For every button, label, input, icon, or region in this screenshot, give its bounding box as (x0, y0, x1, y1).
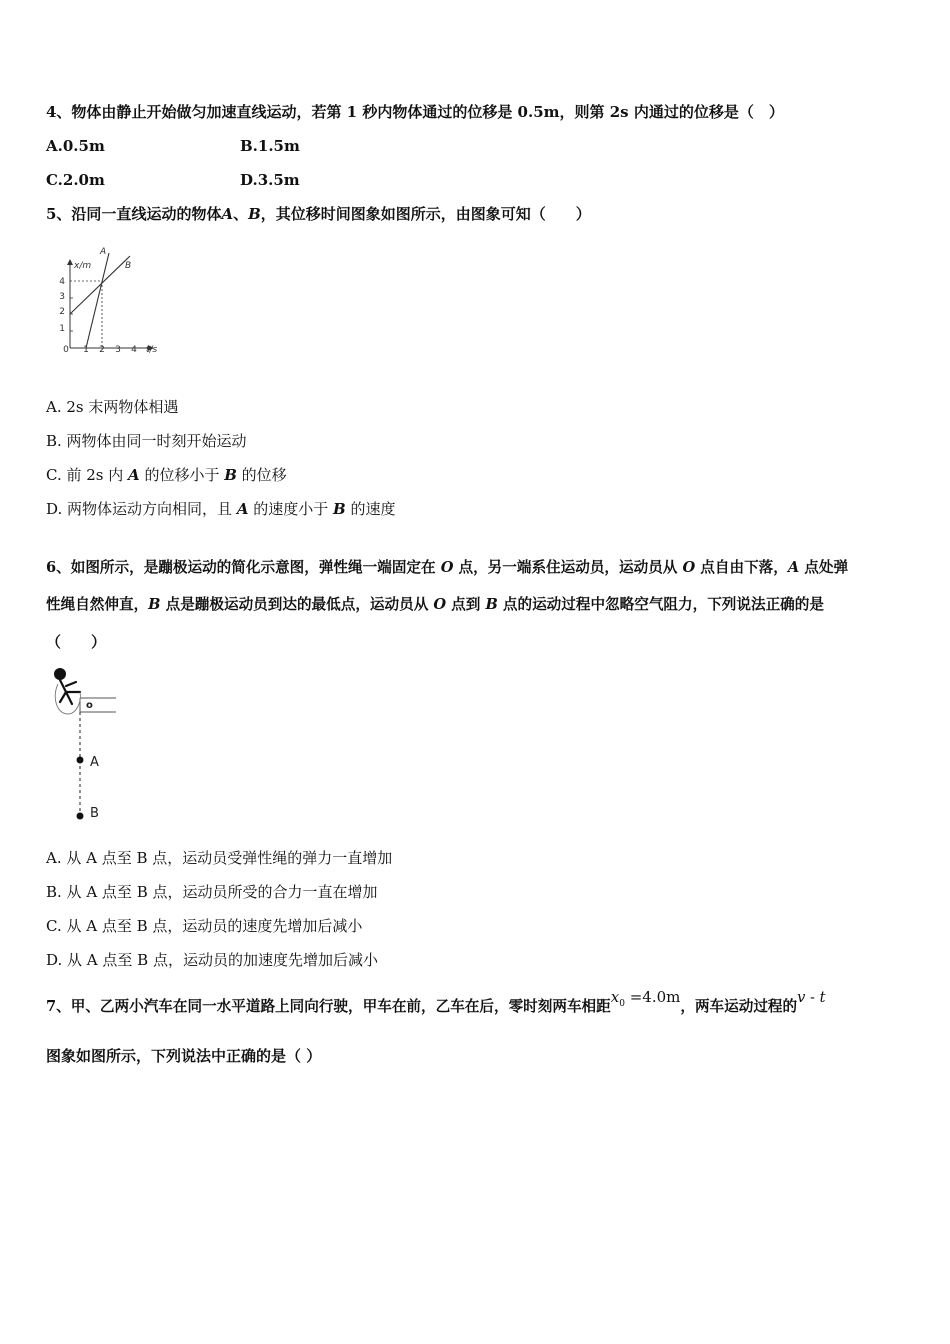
q6-label-a: A (90, 755, 99, 770)
q5-x-tick: 2 (99, 345, 105, 355)
q5-y-tick: 1 (59, 324, 65, 334)
q6-bungee-figure (46, 662, 126, 826)
q5-y-tick: 3 (59, 292, 65, 302)
q5-x-tick: 4 (131, 345, 137, 355)
q6-option-a: A. 从 A 点至 B 点，运动员受弹性绳的弹力一直增加 (46, 849, 393, 867)
q6-stem-line3: （ ） (46, 633, 107, 651)
q5-x-axis-label: t/s (146, 345, 158, 355)
q5-object-b: B (248, 205, 261, 223)
q6-option-b: B. 从 A 点至 B 点，运动员所受的合力一直在增加 (46, 883, 378, 901)
q5-y-tick: 4 (59, 277, 65, 287)
jumper-head-icon (54, 668, 66, 680)
q5-option-d: D. 两物体运动方向相同，且 A 的速度小于 B 的速度 (46, 500, 396, 518)
q6-point-a-dot (77, 757, 84, 764)
q6-stem-line2: 性绳自然伸直，B 点是蹦极运动员到达的最低点，运动员从 O 点到 B 点的运动过程中忽略空气阻力，下列说法正确的是 (46, 596, 824, 613)
q7-vt-label: v - t (797, 989, 826, 1006)
q5-stem: 5、沿同一直线运动的物体A、B，其位移时间图象如图所示，由图象可知（ ） (46, 205, 591, 223)
q6-label-o: o (86, 700, 93, 711)
q5-origin-label: 0 (63, 345, 69, 355)
q7-x0-formula: $x_0 =4.0m$ (610, 988, 681, 1009)
q5-object-a: A (221, 205, 234, 223)
q4-option-b: B.1.5m (240, 137, 300, 155)
q5-line-b-label: B (125, 261, 132, 271)
q4-stem: 4、物体由静止开始做匀加速直线运动，若第 1 秒内物体通过的位移是 0.5m，则第 2s 内通过的位移是（ ） (46, 103, 784, 121)
q5-option-a: A. 2s 末两物体相遇 (46, 398, 179, 416)
q5-line-a-label: A (100, 247, 107, 257)
q7-stem-line1: 7、甲、乙两小汽车在同一水平道路上同向行驶，甲车在前，乙车在后，零时刻两车相距$x_0 =4.0m$，两车运动过程的v - t (46, 988, 826, 1015)
q4-option-a: A.0.5m (46, 137, 105, 155)
q5-option-c: C. 前 2s 内 A 的位移小于 B 的位移 (46, 466, 287, 484)
q6-option-c: C. 从 A 点至 B 点，运动员的速度先增加后减小 (46, 917, 363, 935)
q5-y-axis-label: x/m (74, 261, 92, 271)
q5-xt-graph (56, 242, 168, 360)
q6-option-d: D. 从 A 点至 B 点，运动员的加速度先增加后减小 (46, 951, 378, 969)
q6-label-b: B (90, 806, 99, 821)
q5-y-tick: 2 (59, 307, 65, 317)
q6-stem-line1: 6、如图所示，是蹦极运动的简化示意图，弹性绳一端固定在 O 点，另一端系住运动员，运动员从 O 点自由下落，A 点处弹 (46, 559, 849, 576)
q5-x-tick: 3 (115, 345, 121, 355)
q5-x-tick: 1 (83, 345, 89, 355)
q5-option-b: B. 两物体由同一时刻开始运动 (46, 432, 247, 450)
q4-option-d: D.3.5m (240, 171, 300, 189)
q4-option-c: C.2.0m (46, 171, 105, 189)
q6-point-b-dot (77, 813, 84, 820)
q7-stem-line2: 图象如图所示，下列说法中正确的是（ ） (46, 1047, 322, 1065)
